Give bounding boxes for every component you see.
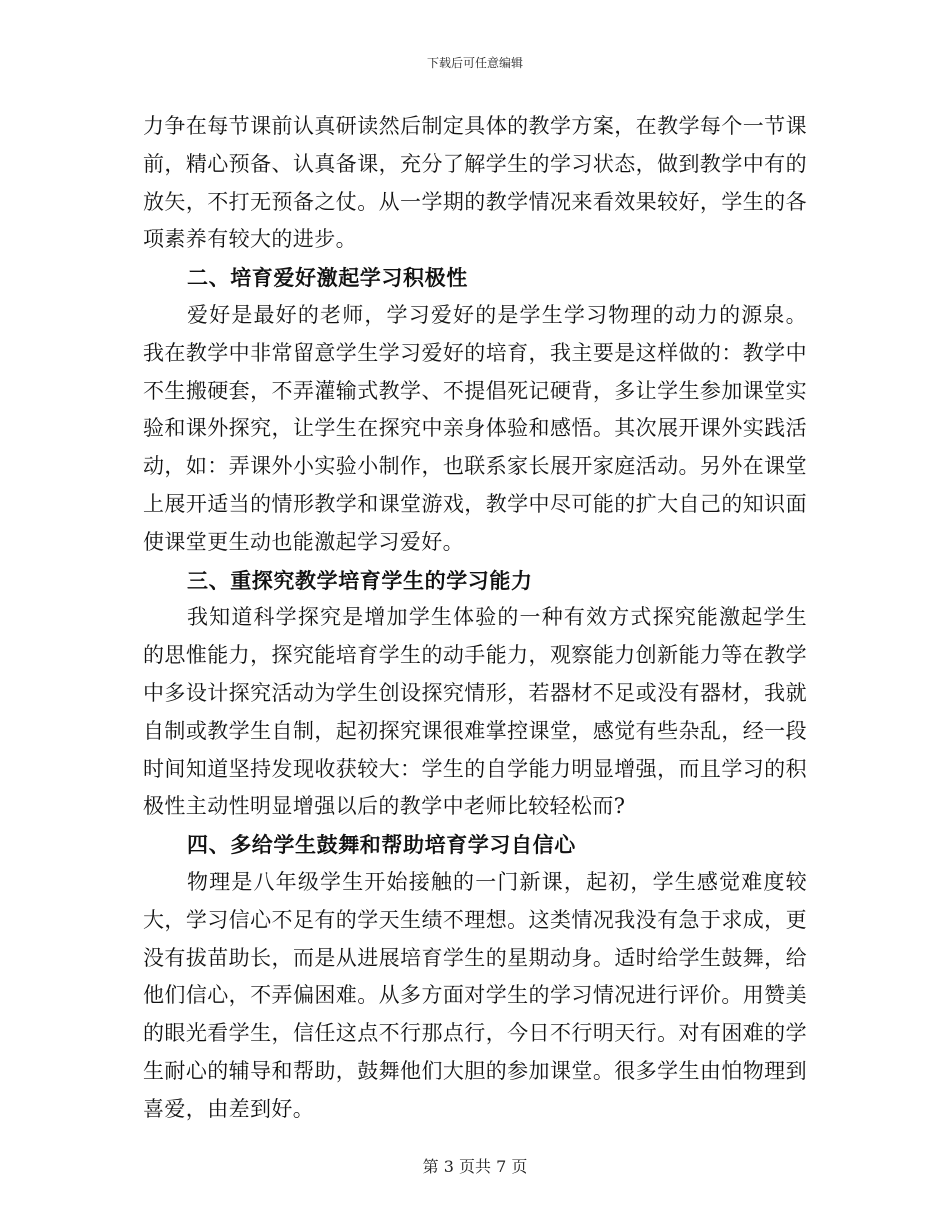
document-body [143, 108, 807, 1129]
paragraph-4: 物理是八年级学生开始接触的一门新课，起初，学生感觉难度较大，学习信心不足有的学天生绩不理想。这类情况我没有急于求成，更没有拔苗助长，而是从进展培育学生的星期动身。适时给学生鼓舞，给他们信心，不弄偏困难。从多方面对学生的学习情况进行评价。用赞美的眼光看学生，信任这点不行那点行，今日不行明天行。对有困难的学生耐心的辅导和帮助，鼓舞他们大胆的参加课堂。很多学生由怕物理到喜爱，由差到好。 [143, 869, 807, 1121]
page-footer: 第 3 页共 7 页 [422, 1157, 528, 1176]
section-heading-4: 四、多给学生鼓舞和帮助培育学习自信心 [187, 832, 576, 858]
paragraph-3: 我知道科学探究是增加学生体验的一种有效方式探究能激起学生的思惟能力，探究能培育学生的动手能力，观察能力创新能力等在教学中多设计探究活动为学生创设探究情形，若器材不足或没有器材，我就自制或教学生自制，起初探究课很难掌控课堂，感觉有些杂乱，经一段时间知道坚持发现收获较大：学生的自学能力明显增强，而且学习的积极性主动性明显增强以后的教学中老师比较轻松而? [143, 605, 807, 819]
paragraph-2: 爱好是最好的老师，学习爱好的是学生学习物理的动力的源泉。我在教学中非常留意学生学习爱好的培育，我主要是这样做的：教学中不生搬硬套，不弄灌输式教学、不提倡死记硬背，多让学生参加课堂实验和课外探究，让学生在探究中亲身体验和感悟。其次展开课外实践活动，如：弄课外小实验小制作，也联系家长展开家庭活动。另外在课堂上展开适当的情形教学和课堂游戏，教学中尽可能的扩大自己的知识面使课堂更生动也能激起学习爱好。 [143, 302, 807, 554]
page-header: 下载后可任意编辑 [426, 56, 523, 70]
section-heading-2: 二、培育爱好激起学习积极性 [187, 265, 468, 291]
section-heading-3: 三、重探究教学培育学生的学习能力 [187, 567, 533, 593]
paragraph-1: 力争在每节课前认真研读然后制定具体的教学方案，在教学每个一节课前，精心预备、认真备课，充分了解学生的学习状态，做到教学中有的放矢，不打无预备之仗。从一学期的教学情况来看效果较好，学生的各项素养有较大的进步。 [143, 114, 807, 252]
